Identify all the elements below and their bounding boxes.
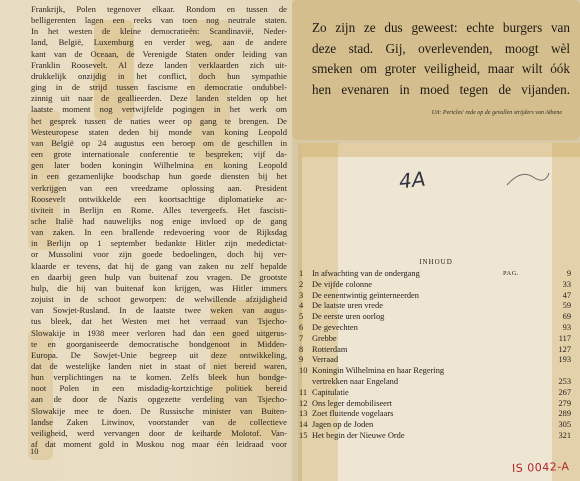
chapter-page: 117 xyxy=(558,333,571,343)
toc-row xyxy=(299,377,575,388)
chapter-page: 69 xyxy=(562,312,571,322)
chapter-page: 193 xyxy=(558,355,571,365)
toc-row xyxy=(299,312,575,323)
chapter-number: 3 xyxy=(299,290,304,300)
epigraph-quote xyxy=(312,18,570,100)
chapter-title: De eerste uren oorlog xyxy=(312,312,385,322)
text-line: veiligheid, werd vervangen door de keiharde Molotof. Van- xyxy=(31,427,287,438)
text-line: van zaken. In een brallende redevoering voor de Rijksdag xyxy=(31,227,287,238)
chapter-number: 11 xyxy=(299,387,308,397)
tape-stain xyxy=(302,143,580,157)
text-line: een grote internationale conferentie te bespreken; vijf da- xyxy=(31,149,287,160)
chapter-number: 13 xyxy=(299,409,308,419)
text-line: in een gezamenlijke boodschap hun goede diensten bij het xyxy=(31,171,287,182)
chapter-title: De vijfde colonne xyxy=(312,279,372,289)
pencil-scribble xyxy=(503,165,553,191)
text-line: van Sowjet-Rusland. In de laatste twee weken van augus- xyxy=(31,305,287,316)
toc-row xyxy=(299,269,575,280)
chapter-number: 15 xyxy=(299,430,308,440)
chapter-title: De gevechten xyxy=(312,322,358,332)
text-line: Roosevelt ontwikkelde een koortsachtige diplomatieke ac- xyxy=(31,193,287,204)
text-line: or Mussolini voor zijn goede bedoelingen, doch hij ver- xyxy=(31,249,287,260)
text-line: en daarbij geen hulp van buitenaf zou vragen. De grootste xyxy=(31,271,287,282)
text-line: Slowakije in 1938 meer verloren had dan een goed uitgerus- xyxy=(31,327,287,338)
chapter-title: De eenentwintig geïnterneerden xyxy=(312,290,419,300)
text-line: In het westen de kleine democratieën: Scandinavië, Neder- xyxy=(31,26,287,37)
text-line: Frankrijk, Polen tegenover elkaar. Rondom en tussen de xyxy=(31,4,287,14)
chapter-page: 279 xyxy=(558,398,571,408)
toc-row xyxy=(299,280,575,291)
text-line: van België op 24 augustus een beroep om de geschillen in xyxy=(31,137,287,148)
toc-row xyxy=(299,409,575,420)
right-page xyxy=(292,0,580,481)
chapter-title: Jagen op de Joden xyxy=(312,420,374,430)
toc-row xyxy=(299,366,575,377)
toc-row xyxy=(299,431,575,442)
toc-row xyxy=(299,399,575,410)
text-line: te en goorganiseerde democratische bondgenoot in Midden- xyxy=(31,338,287,349)
chapter-page: 321 xyxy=(558,430,571,440)
text-line: aan de door de Nazis opgezette verdeling van Tsjecho- xyxy=(31,394,287,405)
contents-heading: INHOUD xyxy=(419,258,453,266)
chapter-title: Het begin der Nieuwe Orde xyxy=(312,430,405,440)
quote-line: Zo zijn ze dus geweest: echte burgers van xyxy=(312,20,570,35)
chapter-title: De laatste uren vrede xyxy=(312,301,383,311)
text-line: landse Zaken Litwinov, voorstander van de collectieve xyxy=(31,416,287,427)
quote-line: hen evenaren in moed tegen de vijanden. xyxy=(312,81,570,97)
text-line: gen later boden koningin Wilhelmina en koning Leopold xyxy=(31,160,287,171)
toc-row xyxy=(299,291,575,302)
chapter-title: Grebbe xyxy=(312,333,337,343)
chapter-title: Capitulatie xyxy=(312,387,349,397)
text-line: dat de westelijke landen niet in staat of niet bereid waren, xyxy=(31,361,287,371)
text-line: verkrijgen van een vreedzame oplossing aan. President xyxy=(31,182,287,193)
chapter-page: 59 xyxy=(562,301,571,311)
chapter-title: Rotterdam xyxy=(312,344,348,354)
chapter-title: vertrekken naar Engeland xyxy=(312,376,399,386)
chapter-page: 47 xyxy=(562,290,571,300)
library-stamp: IS 0042-A xyxy=(511,460,570,475)
chapter-number: 4 xyxy=(299,301,304,311)
chapter-number: 10 xyxy=(299,366,308,376)
chapter-number: 9 xyxy=(299,355,304,365)
toc-row xyxy=(299,388,575,399)
toc-row xyxy=(299,355,575,366)
text-line: Franklin Roosevelt. Al deze landen verklaarden zich uit- xyxy=(31,59,287,70)
text-line: tiviteit in Berlijn en Rome. Alles tevergeefs. Het fascisti- xyxy=(31,204,287,215)
chapter-number: 2 xyxy=(299,279,304,289)
page-column-label: PAG. xyxy=(503,270,520,277)
quote-line: deze stad. Gij, overlevenden, moogt wèl xyxy=(312,40,570,56)
toc-row xyxy=(299,323,575,334)
chapter-page: 127 xyxy=(558,344,571,354)
text-line: Slowakije mee te doen. De Russische minister van Buiten- xyxy=(31,405,287,416)
quote-line: smeken om groter veiligheid, maar wilt óók xyxy=(312,61,570,76)
chapter-title: In afwachting van de ondergang xyxy=(312,269,420,278)
handwritten-note: 4A xyxy=(397,166,427,194)
chapter-number: 14 xyxy=(299,420,308,430)
text-line: drukkelijk onzijdig in het conflict, doch hun sympathie xyxy=(31,70,287,81)
chapter-page: 33 xyxy=(562,279,571,289)
chapter-title: Verraad xyxy=(312,355,339,365)
chapter-number: 1 xyxy=(299,269,304,278)
text-line: zinnig uit naar de geallieerden. Deze landen stelden op het xyxy=(31,93,287,104)
toc-row xyxy=(299,334,575,345)
text-line: in Berlijn op 1 september bedankte Hitler zijn mededictat- xyxy=(31,238,287,249)
text-line: land, België, Luxemburg en verder weg, aan de andere xyxy=(31,37,287,48)
chapter-number: 7 xyxy=(299,333,304,343)
text-line: laatste moment nog vertwijfelde pogingen in het werk om xyxy=(31,104,287,115)
text-line: sche Italië had nauwelijks nog enige invloed op de gang xyxy=(31,215,287,226)
chapter-page: 93 xyxy=(562,322,571,332)
text-line: zojuist in de schoot geworpen: de welwillende afzijdigheid xyxy=(31,294,287,305)
epigraph-source: Uit: Pericles' rede op de gevallen strijders van Athene xyxy=(431,110,562,116)
text-line: klaarde er tevens, dat hij de gang van zaken nu zelf bepalde xyxy=(31,260,287,271)
chapter-page: 9 xyxy=(566,269,571,278)
text-line: tus bleek, dat het Westen met het verraad van Tsjecho- xyxy=(31,316,287,327)
text-line: hun verplichtingen na te komen. Zelfs bleek hun bondge- xyxy=(31,372,287,383)
chapter-page: 305 xyxy=(558,420,571,430)
chapter-title: Koningin Wilhelmina en haar Regering xyxy=(312,366,445,376)
chapter-number: 12 xyxy=(299,398,308,408)
text-line: Westeuropese staten deden bij monde van koning Leopold xyxy=(31,126,287,137)
chapter-page: 289 xyxy=(558,409,571,419)
toc-row xyxy=(299,345,575,356)
chapter-number: 8 xyxy=(299,344,304,354)
text-line: Europa. De Sowjet-Unie begreep uit deze ontwikkeling, xyxy=(31,349,287,360)
toc-row xyxy=(299,420,575,431)
page-number: 10 xyxy=(30,446,39,456)
toc-row xyxy=(299,301,575,312)
text-line: belligerenten lagen een reeks van toen nog neutrale staten. xyxy=(31,15,287,26)
chapter-page: 253 xyxy=(558,376,571,386)
table-of-contents xyxy=(299,269,575,442)
chapter-page: 267 xyxy=(558,387,571,397)
chapter-title: Ons leger demobiliseert xyxy=(312,398,393,408)
text-line: kant van de Oceaan, de Verenigde Staten onder leiding van xyxy=(31,48,287,59)
body-text xyxy=(31,4,287,450)
chapter-title: Zoet fluitende vogelaars xyxy=(312,409,394,419)
text-line: het gesprek tussen de naties weer op gang te brengen. De xyxy=(31,115,287,126)
chapter-number: 6 xyxy=(299,322,304,332)
text-line: hulp, die hij van buitenaf kon krijgen, was Hitler immers xyxy=(31,282,287,293)
text-line: ging in de strijd tussen fascisme en democratie ondubbel- xyxy=(31,82,287,93)
text-line: af dat moment gold in Moskou nog maar één leidraad voor xyxy=(31,439,287,450)
text-line: noot Polen in een misdadig-kortzichtige politiek bereid xyxy=(31,383,287,394)
chapter-number: 5 xyxy=(299,312,304,322)
